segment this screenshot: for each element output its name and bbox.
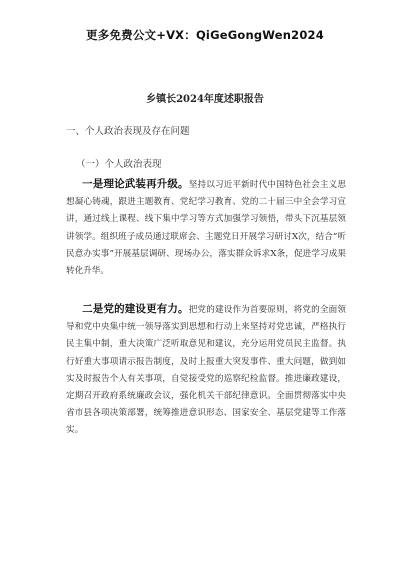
subsection-heading: （一）个人政治表现 (76, 159, 162, 170)
document-title: 乡镇长2024年度述职报告 (146, 94, 264, 105)
section-heading: 一、个人政治表现及存在问题 (66, 126, 190, 137)
paragraph-lead: 二是党的建设更有力。 (82, 303, 189, 315)
watermark-banner: 更多免费公文+VX：QiGeGongWen2024 (86, 28, 324, 42)
paragraph-body: 把党的建设作为首要原则，将党的全面领导和党中央集中统一领导落实到思想和行动上来坚持对党忠诚，严格执行民主集中制，重大决策广泛听取意见和建议，充分运用党员民主监督。执行好重大事项请示报告制度，及时上报重大突发事件、重大问题，做到如实及时报告个人有关事项，自觉接受党的巡察纪检监督。推进廉政建设，定期召开政府系统廉政会议，强化机关干部纪律意识。全面贯彻落实中央省市县各项决策部署，统筹推进意识形态、国家安全、基层党建等工作落实。 (66, 305, 347, 436)
paragraph-party-building (66, 301, 346, 440)
paragraph-body: 坚持以习近平新时代中国特色社会主义思想凝心铸魂，跟进主题教育、党纪学习教育、党的二十届三中全会学习宣讲，通过线上课程、线下集中学习等方式加强学习领悟，带头下沉基层领讲领学。组织班子成员通过联席会、主题党日开展学习研讨X次，结合“听民意办实事”开展基层调研、现场办公，落实群众诉求X条，促进学习成果转化升华。 (66, 180, 347, 277)
paragraph-theory (66, 176, 346, 280)
paragraph-lead: 一是理论武装再升级。 (82, 178, 189, 190)
